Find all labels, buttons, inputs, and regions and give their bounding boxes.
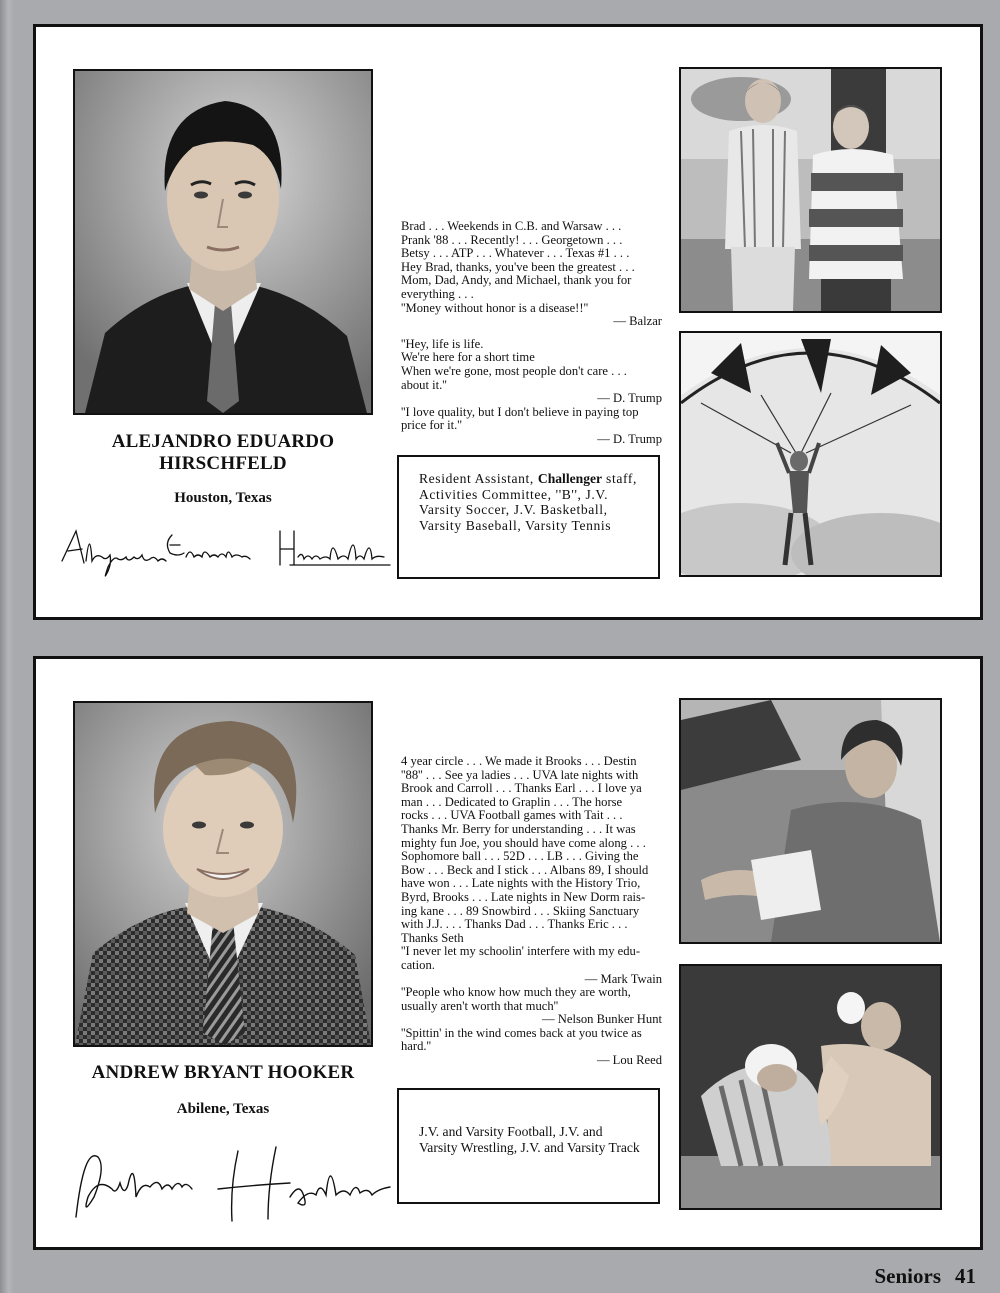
senior-name-line-1: ANDREW BRYANT HOOKER [91, 1062, 355, 1083]
quote-line: cation. [401, 957, 435, 972]
senior-hometown: Abilene, Texas [176, 1101, 270, 1117]
quote-line: Prank '88 . . . Recently! . . . Georgetown . . . [401, 232, 623, 247]
candid-photo-wrestling [679, 964, 942, 1210]
page-binding-edge [0, 0, 14, 1293]
candid-photo-dorm-room [679, 698, 942, 944]
quote-line: Sophomore ball . . . 52D . . . LB . . . Giving the [401, 849, 639, 864]
quote-line: ''I love quality, but I don't believe in paying top [401, 404, 639, 419]
quote-line: We're here for a short time [401, 350, 535, 365]
quote-attribution: — D. Trump [597, 391, 662, 406]
quote-line: ''People who know how much they are worth, [401, 985, 631, 1000]
senior-quote-block [401, 220, 662, 447]
quote-line: ''I never let my schoolin' interfere with my edu- [401, 944, 641, 959]
activities-text: staff, Activities Committee, ''B'', J.V. Varsity Soccer, J.V. Basketball, Varsity Baseball, Varsity Tennis [419, 471, 637, 533]
senior-name-line-1: ALEJANDRO EDUARDO [111, 431, 335, 452]
quote-attribution: — Balzar [613, 314, 662, 329]
quote-line: Brad . . . Weekends in C.B. and Warsaw . . . [401, 219, 622, 233]
candid-photo-two-friends [679, 67, 942, 313]
candid-photo-parasailing [679, 331, 942, 577]
quote-line: mighty fun Joe, you should have come along . . . [401, 835, 646, 850]
quote-attribution: — D. Trump [597, 431, 662, 446]
senior-activities-box [397, 1088, 660, 1204]
quote-line: ''88'' . . . See ya ladies . . . UVA late nights with [401, 767, 639, 782]
activities-highlight: Challenger [537, 471, 603, 486]
quote-line: Mom, Dad, Andy, and Michael, thank you for [401, 273, 632, 288]
senior-portrait-photo [73, 701, 373, 1047]
quote-line: everything . . . [401, 286, 474, 301]
senior-hometown: Houston, Texas [174, 490, 272, 506]
footer-page-number: 41 [955, 1264, 976, 1288]
senior-portrait-photo [73, 69, 373, 415]
footer-section-label: Seniors [874, 1264, 941, 1288]
quote-line: rocks . . . UVA Football games with Tait . . . [401, 808, 623, 823]
quote-line: Thanks Seth [401, 930, 464, 945]
quote-attribution: — Nelson Bunker Hunt [542, 1012, 662, 1027]
page-footer [860, 1264, 976, 1289]
quote-line: have won . . . Late nights with the History Trio, [401, 876, 641, 891]
quote-line: usually aren't worth that much'' [401, 998, 559, 1013]
quote-line: When we're gone, most people don't care . . . [401, 363, 627, 378]
quote-line: price for it.'' [401, 418, 462, 433]
senior-name [73, 431, 373, 475]
senior-name [73, 1062, 373, 1084]
quote-line: ''Money without honor is a disease!!'' [401, 300, 589, 315]
quote-attribution: — Lou Reed [596, 1053, 662, 1068]
quote-line: 4 year circle . . . We made it Brooks . . . Destin [401, 754, 637, 768]
activities-text: Resident Assistant, [419, 471, 538, 486]
senior-activities-box [397, 455, 660, 579]
quote-line: Thanks Mr. Berry for understanding . . . It was [401, 821, 636, 836]
quote-line: ing kane . . . 89 Snowbird . . . Skiing Sanctuary [401, 903, 640, 918]
senior-quote-block [401, 755, 662, 1068]
quote-line: ''Spittin' in the wind comes back at you twice as [401, 1025, 642, 1040]
quote-line: with J.J. . . . Thanks Dad . . . Thanks Eric . . . [401, 917, 628, 932]
senior-panel-hirschfeld [33, 24, 983, 620]
quote-line: Brook and Carroll . . . Thanks Earl . . . I love ya [401, 781, 642, 796]
quote-line: Bow . . . Beck and I stick . . . Albans 89, I should [401, 862, 649, 877]
quote-line: hard.'' [401, 1039, 432, 1054]
quote-line: Hey Brad, thanks, you've been the greatest . . . [401, 259, 635, 274]
quote-line: about it.'' [401, 377, 447, 392]
senior-signature [54, 517, 399, 587]
senior-signature [54, 1137, 399, 1227]
quote-attribution: — Mark Twain [584, 971, 662, 986]
activities-text: J.V. and Varsity Football, J.V. and Varsity Wrestling, J.V. and Varsity Track [419, 1124, 640, 1155]
senior-panel-hooker [33, 656, 983, 1250]
quote-line: man . . . Dedicated to Graplin . . . The horse [401, 794, 623, 809]
quote-line: ''Hey, life is life. [401, 336, 484, 351]
quote-line: Betsy . . . ATP . . . Whatever . . . Texas #1 . . . [401, 246, 630, 261]
quote-line: Byrd, Brooks . . . Late nights in New Dorm rais- [401, 889, 646, 904]
senior-name-line-2: HIRSCHFELD [159, 453, 287, 474]
